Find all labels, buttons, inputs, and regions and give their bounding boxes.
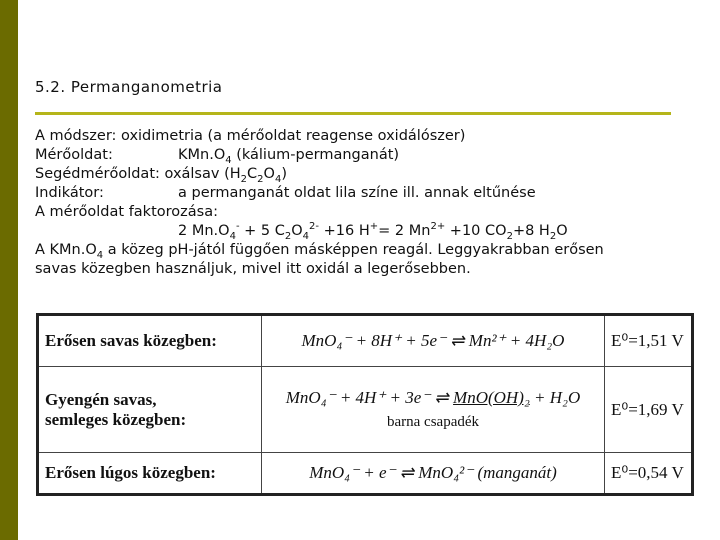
rx-part: 2 Mn.O bbox=[178, 223, 230, 239]
titrant-label: Mérőoldat: bbox=[35, 147, 113, 163]
rx-sub: 2 bbox=[506, 230, 513, 242]
standardization-label-line bbox=[35, 203, 695, 222]
indicator-text: a permanganát oldat lila színe ill. annak eltűnése bbox=[178, 185, 536, 201]
equation-pre: MnO₄⁻ + 4H⁺ + 3e⁻ ⇌ bbox=[285, 388, 454, 407]
equation-product: MnO(OH)₂ bbox=[453, 388, 530, 407]
table-row bbox=[38, 453, 693, 495]
titrant-line bbox=[35, 146, 695, 165]
equation-post: + H₂O bbox=[529, 388, 581, 407]
rx-sub: 2 bbox=[549, 230, 557, 242]
indicator-label: Indikátor: bbox=[35, 185, 104, 201]
paragraph-line-1 bbox=[35, 241, 695, 260]
aux-sub2: 2 bbox=[257, 173, 264, 185]
left-accent-bar bbox=[0, 0, 18, 540]
rx-sup: 2- bbox=[309, 221, 320, 233]
aux-end: ) bbox=[281, 166, 287, 182]
aux-label: Segédmérőoldat: bbox=[35, 166, 160, 182]
titrant-name: (kálium-permanganát) bbox=[231, 147, 400, 163]
rx-part: O bbox=[291, 223, 303, 239]
rx-part: +8 H bbox=[512, 223, 550, 239]
condition-line: Gyengén savas, bbox=[45, 389, 157, 409]
para1-start: A KMn.O bbox=[35, 242, 97, 258]
section-title: 5.2. Permanganometria bbox=[35, 78, 223, 96]
condition-cell bbox=[38, 367, 262, 453]
standardization-label: A mérőoldat faktorozása: bbox=[35, 204, 218, 220]
description-block bbox=[35, 127, 695, 279]
rx-part: O bbox=[556, 223, 568, 239]
method-text: : oxidimetria (a mérőoldat reagense oxidálószer) bbox=[111, 128, 466, 144]
condition-cell: Erősen savas közegben: bbox=[38, 315, 262, 367]
reaction-equation bbox=[35, 222, 695, 241]
redox-table bbox=[36, 313, 694, 496]
aux-mid2: O bbox=[263, 166, 275, 182]
equation-cell bbox=[262, 367, 605, 453]
rx-sup: + bbox=[369, 221, 379, 233]
rx-part: = 2 Mn bbox=[378, 223, 431, 239]
aux-sub1: 2 bbox=[240, 173, 248, 185]
potential-cell: E⁰=1,51 V bbox=[605, 315, 693, 367]
rx-part: +16 H bbox=[319, 223, 370, 239]
rx-part: +10 CO bbox=[445, 223, 507, 239]
indicator-line bbox=[35, 184, 695, 203]
aux-text: oxálsav (H bbox=[159, 166, 241, 182]
rx-sub: 4 bbox=[302, 230, 310, 242]
rx-part: + 5 C bbox=[239, 223, 285, 239]
equation-cell: MnO₄⁻ + e⁻ ⇌ MnO₄²⁻ (manganát) bbox=[262, 453, 605, 495]
title-divider bbox=[35, 112, 671, 115]
paragraph-line-2: savas közegben használjuk, mivel itt oxidál a legerősebben. bbox=[35, 261, 471, 277]
potential-cell: E⁰=1,69 V bbox=[605, 367, 693, 453]
rx-sup: - bbox=[235, 221, 240, 233]
table-row bbox=[38, 367, 693, 453]
table-row bbox=[38, 315, 693, 367]
method-label: A módszer bbox=[35, 128, 112, 144]
rx-sub: 4 bbox=[229, 230, 236, 242]
method-line bbox=[35, 127, 695, 146]
potential-cell: E⁰=0,54 V bbox=[605, 453, 693, 495]
titrant-formula: KMn.O bbox=[178, 147, 226, 163]
para1-end: a közeg pH-jától függően másképpen reagál. Leggyakrabban erősen bbox=[103, 242, 604, 258]
condition-cell: Erősen lúgos közegben: bbox=[38, 453, 262, 495]
rx-sup: 2+ bbox=[430, 221, 446, 233]
aux-sub3: 4 bbox=[274, 173, 282, 185]
equation-cell: MnO₄⁻ + 8H⁺ + 5e⁻ ⇌ Mn²⁺ + 4H₂O bbox=[262, 315, 605, 367]
precipitate-note: barna csapadék bbox=[386, 414, 480, 430]
condition-line: semleges közegben: bbox=[45, 409, 187, 429]
titrant-sub: 4 bbox=[225, 154, 232, 166]
rx-sub: 2 bbox=[284, 230, 292, 242]
para1-sub: 4 bbox=[96, 249, 104, 261]
aux-titrant-line bbox=[35, 165, 695, 184]
aux-mid: C bbox=[247, 166, 258, 182]
